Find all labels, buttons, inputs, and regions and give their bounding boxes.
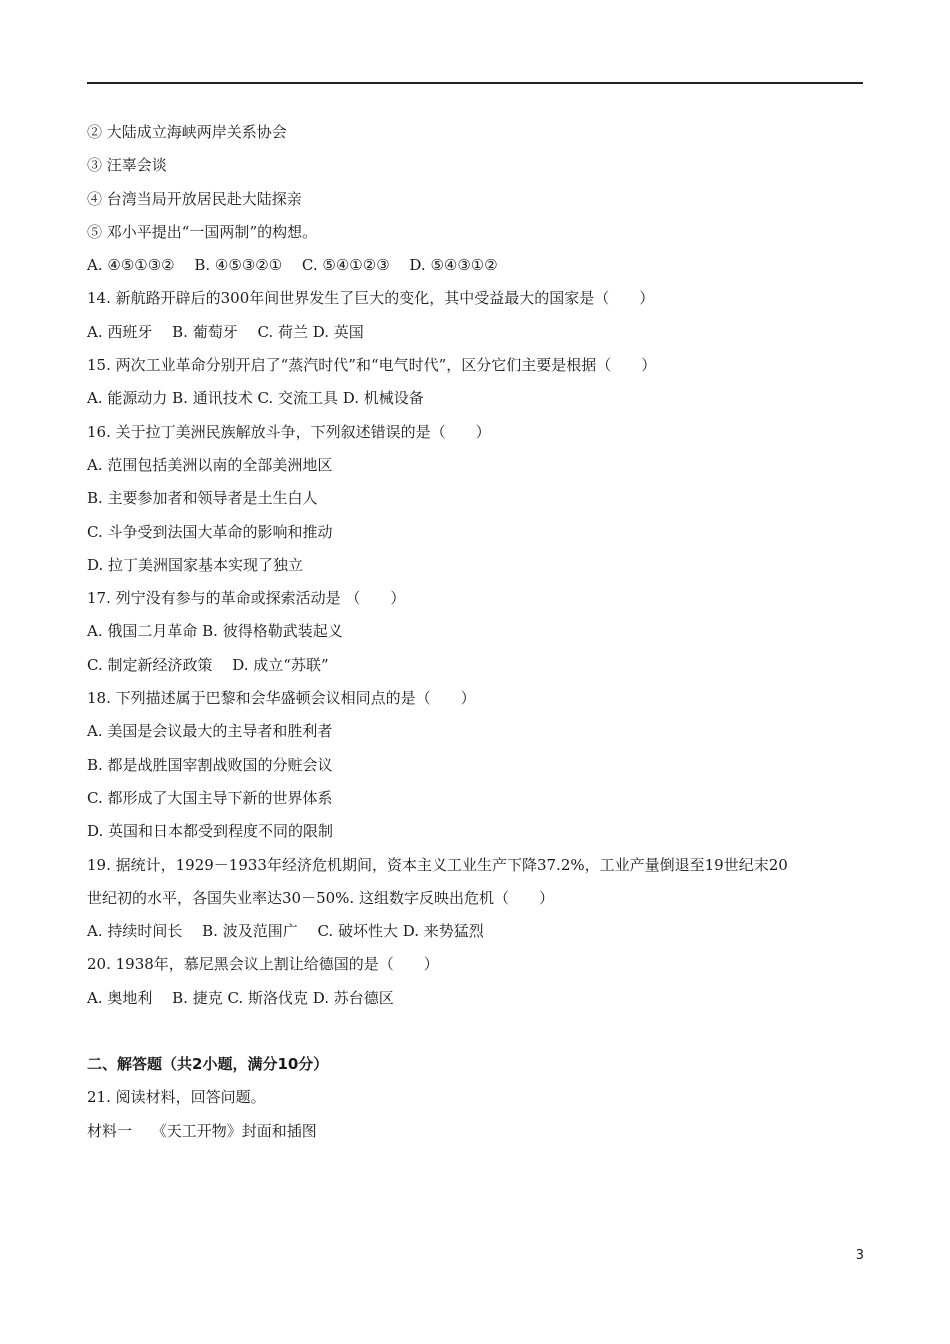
section-gap [87,1021,877,1054]
text-line: C. 制定新经济政策 D. 成立“苏联” [87,655,329,674]
text-line: 世纪初的水平，各国失业率达30－50%. 这组数字反映出危机（ ） [87,888,554,907]
text-line: 17. 列宁没有参与的革命或探索活动是 （ ） [87,589,406,608]
section-title: 二、解答题（共2小题，满分10分） [87,1055,329,1074]
text-line: 20. 1938年，慕尼黑会议上割让给德国的是（ ） [87,955,439,974]
text-line: B. 主要参加者和领导者是土生白人 [87,489,318,508]
text-line: A. 美国是会议最大的主导者和胜利者 [87,722,333,741]
text-line: C. 都形成了大国主导下新的世界体系 [87,788,333,807]
text-line: 材料一 《天工开物》封面和插图 [87,1121,317,1140]
text-line: C. 斗争受到法国大革命的影响和推动 [87,522,333,541]
text-line: 14. 新航路开辟后的300年间世界发生了巨大的变化，其中受益最大的国家是（ ） [87,289,655,308]
answer-question-list [87,1087,877,1154]
text-line: 15. 两次工业革命分别开启了“蒸汽时代”和“电气时代”，区分它们主要是根据（ ） [87,356,657,375]
page-content [87,122,877,1154]
text-line: 21. 阅读材料，回答问题。 [87,1088,266,1107]
text-line: A. ④⑤①③② B. ④⑤③②① C. ⑤④①②③ D. ⑤④③①② [87,256,498,275]
text-line: 18. 下列描述属于巴黎和会华盛顿会议相同点的是（ ） [87,689,476,708]
text-line: ③ 汪辜会谈 [87,156,167,175]
text-line: A. 俄国二月革命 B. 彼得格勒武装起义 [87,622,343,641]
text-line: ⑤ 邓小平提出“一国两制”的构想。 [87,222,318,241]
text-line: B. 都是战胜国宰割战败国的分赃会议 [87,755,333,774]
text-line: 16. 关于拉丁美洲民族解放斗争，下列叙述错误的是（ ） [87,422,491,441]
header-rule [87,82,863,84]
text-line: ④ 台湾当局开放居民赴大陆探亲 [87,189,302,208]
page-number: 3 [855,1248,864,1263]
text-line: D. 拉丁美洲国家基本实现了独立 [87,555,304,574]
text-line: ② 大陆成立海峡两岸关系协会 [87,123,287,141]
text-line: A. 能源动力 B. 通讯技术 C. 交流工具 D. 机械设备 [87,389,424,408]
text-line: 19. 据统计，1929－1933年经济危机期间，资本主义工业生产下降37.2%，工业产量倒退至19世纪末20 [87,855,788,874]
text-line: D. 英国和日本都受到程度不同的限制 [87,822,334,841]
text-line: A. 西班牙 B. 葡萄牙 C. 荷兰 D. 英国 [87,322,364,341]
question-list [87,122,877,1021]
text-line: A. 持续时间长 B. 波及范围广 C. 破坏性大 D. 来势猛烈 [87,922,484,941]
text-line: A. 范围包括美洲以南的全部美洲地区 [87,455,333,474]
text-line: A. 奥地利 B. 捷克 C. 斯洛伐克 D. 苏台德区 [87,988,394,1007]
